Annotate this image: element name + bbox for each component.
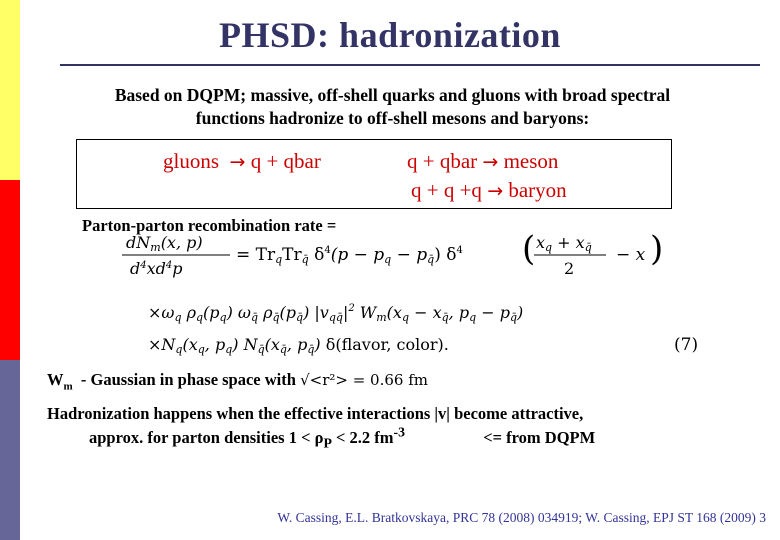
svg-text:×ωq ρq(pq) ωq̄ ρq̄(pq̄) |vqq̄|: ×ωq ρq(pq) ωq̄ ρq̄(pq̄) $|vqq̄|^2$ Wm(xq − xq̄, pq − pq̄) bbox=[148, 303, 524, 324]
hadronization-line-2: approx. for parton densities $1 < \rho_P < 2.2$ $fm^{-3}$ <= from DQPM bbox=[89, 424, 596, 451]
svg-text:= TrqTrq̄ δ4(p − pq − pq̄) δ4: = TrqTrq̄ $\delta^4(p$ − pq − pq̄) $\delta^4$ bbox=[236, 245, 463, 266]
svg-text:): ) bbox=[650, 229, 664, 269]
svg-text:xq + xq̄: xq + xq̄ bbox=[536, 233, 592, 254]
reactions-box bbox=[76, 139, 672, 209]
rate-label: Parton-parton recombination rate = bbox=[82, 216, 337, 235]
svg-text:×Nq(xq, pq) Nq̄(xq̄, pq̄) δ(fl: ×Nq(xq, pq) Nq̄(xq̄, pq̄) δ(flavor, color). bbox=[148, 335, 449, 356]
svg-text:dNm(x, p): dNm(x, p) bbox=[126, 233, 203, 254]
reference-citation: W. Cassing, E.L. Bratkovskaya, PRC 78 (2008) 034919; W. Cassing, EPJ ST 168 (2009) 3 bbox=[277, 510, 766, 525]
right-arrow-icon: → bbox=[482, 151, 499, 173]
svg-text:d4xd4p: $d^4xd^4p$ bbox=[130, 259, 183, 278]
hadronization-line-1: Hadronization happens when the effective interactions |v| become attractive, bbox=[47, 404, 584, 423]
baryon-reaction: q + q +q → baryon bbox=[411, 178, 567, 202]
intro-text bbox=[40, 84, 745, 130]
svg-text:2: 2 bbox=[564, 259, 575, 278]
sidebar-red-bar bbox=[0, 180, 20, 360]
title-rule bbox=[60, 64, 760, 66]
equation-image bbox=[112, 226, 712, 360]
right-arrow-icon: → bbox=[487, 180, 504, 202]
wm-description: $W_m$ - Gaussian in phase space with √<r²> = 0.66 fm bbox=[47, 370, 428, 393]
recombination-equation bbox=[112, 226, 712, 360]
wm-expression: √<r²> = 0.66 fm bbox=[300, 371, 428, 389]
sidebar-blue-bar bbox=[0, 360, 20, 540]
right-arrow-icon: → bbox=[229, 151, 246, 173]
hadronization-text bbox=[47, 402, 757, 450]
intro-line-2: functions hadronize to off-shell mesons and baryons: bbox=[195, 108, 590, 128]
svg-text:(: ( bbox=[522, 229, 536, 269]
svg-text:− x: − x bbox=[616, 245, 646, 265]
intro-line-1: Based on DQPM; massive, off-shell quarks and gluons with broad spectral bbox=[114, 85, 671, 105]
svg-text:(7): (7) bbox=[674, 335, 699, 355]
slide-title: PHSD: hadronization bbox=[219, 15, 561, 55]
meson-reaction: q + qbar → meson bbox=[407, 149, 559, 173]
gluon-reaction: gluons → q + qbar bbox=[163, 149, 321, 173]
